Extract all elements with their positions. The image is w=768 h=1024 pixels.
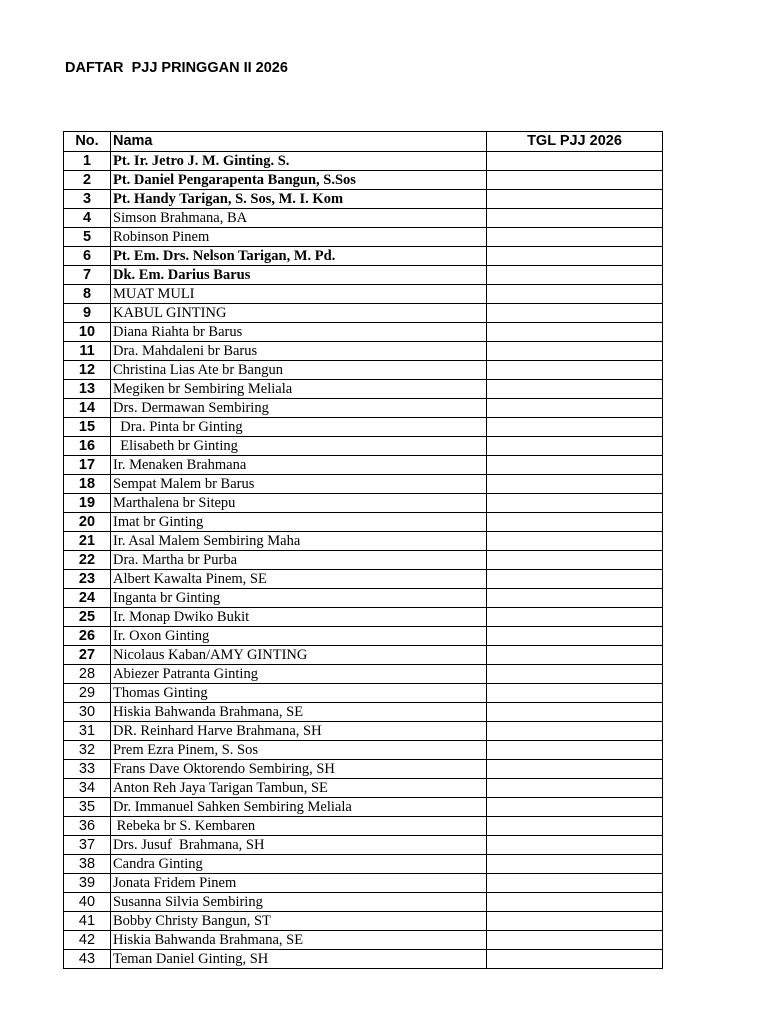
table-row	[64, 399, 663, 418]
table-row	[64, 152, 663, 171]
member-name: Christina Lias Ate br Bangun	[111, 361, 487, 380]
member-name: Albert Kawalta Pinem, SE	[111, 570, 487, 589]
row-number: 22	[64, 551, 111, 570]
tgl-pjj-cell	[487, 361, 663, 380]
member-name: Hiskia Bahwanda Brahmana, SE	[111, 931, 487, 950]
table-row	[64, 912, 663, 931]
tgl-pjj-cell	[487, 722, 663, 741]
member-name: Megiken br Sembiring Meliala	[111, 380, 487, 399]
table-row	[64, 342, 663, 361]
table-body	[64, 152, 663, 969]
member-name: Robinson Pinem	[111, 228, 487, 247]
tgl-pjj-cell	[487, 779, 663, 798]
tgl-pjj-cell	[487, 570, 663, 589]
row-number: 41	[64, 912, 111, 931]
tgl-pjj-cell	[487, 342, 663, 361]
tgl-pjj-cell	[487, 494, 663, 513]
tgl-pjj-cell	[487, 627, 663, 646]
column-header-no: No.	[64, 132, 111, 152]
tgl-pjj-cell	[487, 608, 663, 627]
row-number: 30	[64, 703, 111, 722]
table-row	[64, 228, 663, 247]
table-row	[64, 836, 663, 855]
row-number: 7	[64, 266, 111, 285]
member-name: Dra. Mahdaleni br Barus	[111, 342, 487, 361]
member-name: Frans Dave Oktorendo Sembiring, SH	[111, 760, 487, 779]
tgl-pjj-cell	[487, 209, 663, 228]
member-name: MUAT MULI	[111, 285, 487, 304]
column-header-name: Nama	[111, 132, 487, 152]
row-number: 26	[64, 627, 111, 646]
row-number: 13	[64, 380, 111, 399]
member-name: Dra. Martha br Purba	[111, 551, 487, 570]
table-row	[64, 665, 663, 684]
table-row	[64, 209, 663, 228]
tgl-pjj-cell	[487, 285, 663, 304]
row-number: 25	[64, 608, 111, 627]
table-row	[64, 513, 663, 532]
table-row	[64, 608, 663, 627]
member-name: Drs. Dermawan Sembiring	[111, 399, 487, 418]
tgl-pjj-cell	[487, 437, 663, 456]
tgl-pjj-cell	[487, 798, 663, 817]
row-number: 20	[64, 513, 111, 532]
tgl-pjj-cell	[487, 703, 663, 722]
tgl-pjj-cell	[487, 646, 663, 665]
row-number: 36	[64, 817, 111, 836]
row-number: 23	[64, 570, 111, 589]
table-row	[64, 551, 663, 570]
table-row	[64, 361, 663, 380]
table-row	[64, 760, 663, 779]
tgl-pjj-cell	[487, 532, 663, 551]
tgl-pjj-cell	[487, 399, 663, 418]
row-number: 9	[64, 304, 111, 323]
member-name: Rebeka br S. Kembaren	[111, 817, 487, 836]
table-row	[64, 741, 663, 760]
row-number: 11	[64, 342, 111, 361]
member-name: Thomas Ginting	[111, 684, 487, 703]
row-number: 31	[64, 722, 111, 741]
column-header-tgl: TGL PJJ 2026	[487, 132, 663, 152]
table-header-row	[64, 132, 663, 152]
member-name: Ir. Monap Dwiko Bukit	[111, 608, 487, 627]
tgl-pjj-cell	[487, 551, 663, 570]
member-table	[63, 131, 663, 969]
member-name: KABUL GINTING	[111, 304, 487, 323]
member-name: Dk. Em. Darius Barus	[111, 266, 487, 285]
row-number: 16	[64, 437, 111, 456]
tgl-pjj-cell	[487, 950, 663, 969]
table-row	[64, 190, 663, 209]
tgl-pjj-cell	[487, 589, 663, 608]
table-row	[64, 855, 663, 874]
table-row	[64, 722, 663, 741]
row-number: 8	[64, 285, 111, 304]
member-name: Prem Ezra Pinem, S. Sos	[111, 741, 487, 760]
table-row	[64, 285, 663, 304]
member-name: Marthalena br Sitepu	[111, 494, 487, 513]
tgl-pjj-cell	[487, 266, 663, 285]
table-row	[64, 323, 663, 342]
table-row	[64, 380, 663, 399]
table-row	[64, 950, 663, 969]
tgl-pjj-cell	[487, 836, 663, 855]
tgl-pjj-cell	[487, 817, 663, 836]
row-number: 21	[64, 532, 111, 551]
tgl-pjj-cell	[487, 228, 663, 247]
table-row	[64, 798, 663, 817]
tgl-pjj-cell	[487, 247, 663, 266]
member-name: Diana Riahta br Barus	[111, 323, 487, 342]
member-name: Elisabeth br Ginting	[111, 437, 487, 456]
tgl-pjj-cell	[487, 171, 663, 190]
row-number: 34	[64, 779, 111, 798]
member-name: Pt. Em. Drs. Nelson Tarigan, M. Pd.	[111, 247, 487, 266]
row-number: 38	[64, 855, 111, 874]
tgl-pjj-cell	[487, 741, 663, 760]
member-name: Jonata Fridem Pinem	[111, 874, 487, 893]
row-number: 5	[64, 228, 111, 247]
tgl-pjj-cell	[487, 874, 663, 893]
table-row	[64, 893, 663, 912]
table-row	[64, 418, 663, 437]
member-name: Abiezer Patranta Ginting	[111, 665, 487, 684]
table-row	[64, 589, 663, 608]
tgl-pjj-cell	[487, 893, 663, 912]
row-number: 33	[64, 760, 111, 779]
row-number: 10	[64, 323, 111, 342]
row-number: 3	[64, 190, 111, 209]
tgl-pjj-cell	[487, 380, 663, 399]
table-row	[64, 494, 663, 513]
row-number: 35	[64, 798, 111, 817]
row-number: 32	[64, 741, 111, 760]
table-row	[64, 627, 663, 646]
member-name: Hiskia Bahwanda Brahmana, SE	[111, 703, 487, 722]
table-row	[64, 779, 663, 798]
row-number: 17	[64, 456, 111, 475]
tgl-pjj-cell	[487, 912, 663, 931]
member-name: Ir. Oxon Ginting	[111, 627, 487, 646]
table-row	[64, 437, 663, 456]
tgl-pjj-cell	[487, 152, 663, 171]
tgl-pjj-cell	[487, 513, 663, 532]
tgl-pjj-cell	[487, 190, 663, 209]
table-row	[64, 266, 663, 285]
member-name: Anton Reh Jaya Tarigan Tambun, SE	[111, 779, 487, 798]
member-name: Dr. Immanuel Sahken Sembiring Meliala	[111, 798, 487, 817]
member-name: Pt. Handy Tarigan, S. Sos, M. I. Kom	[111, 190, 487, 209]
table-row	[64, 684, 663, 703]
row-number: 27	[64, 646, 111, 665]
table-row	[64, 532, 663, 551]
member-name: Nicolaus Kaban/AMY GINTING	[111, 646, 487, 665]
tgl-pjj-cell	[487, 475, 663, 494]
row-number: 28	[64, 665, 111, 684]
member-name: Teman Daniel Ginting, SH	[111, 950, 487, 969]
member-name: Susanna Silvia Sembiring	[111, 893, 487, 912]
row-number: 40	[64, 893, 111, 912]
table-row	[64, 570, 663, 589]
member-name: Dra. Pinta br Ginting	[111, 418, 487, 437]
row-number: 14	[64, 399, 111, 418]
row-number: 43	[64, 950, 111, 969]
member-name: Ir. Asal Malem Sembiring Maha	[111, 532, 487, 551]
table-row	[64, 456, 663, 475]
member-name: Ir. Menaken Brahmana	[111, 456, 487, 475]
row-number: 19	[64, 494, 111, 513]
table-row	[64, 817, 663, 836]
member-name: Drs. Jusuf Brahmana, SH	[111, 836, 487, 855]
table-row	[64, 304, 663, 323]
row-number: 39	[64, 874, 111, 893]
row-number: 24	[64, 589, 111, 608]
table-row	[64, 874, 663, 893]
tgl-pjj-cell	[487, 760, 663, 779]
member-name: Sempat Malem br Barus	[111, 475, 487, 494]
member-name: Simson Brahmana, BA	[111, 209, 487, 228]
row-number: 2	[64, 171, 111, 190]
table-row	[64, 703, 663, 722]
table-row	[64, 931, 663, 950]
row-number: 1	[64, 152, 111, 171]
member-name: Pt. Daniel Pengarapenta Bangun, S.Sos	[111, 171, 487, 190]
member-name: Pt. Ir. Jetro J. M. Ginting. S.	[111, 152, 487, 171]
tgl-pjj-cell	[487, 304, 663, 323]
row-number: 6	[64, 247, 111, 266]
row-number: 42	[64, 931, 111, 950]
member-name: Bobby Christy Bangun, ST	[111, 912, 487, 931]
row-number: 29	[64, 684, 111, 703]
tgl-pjj-cell	[487, 684, 663, 703]
tgl-pjj-cell	[487, 456, 663, 475]
tgl-pjj-cell	[487, 665, 663, 684]
member-name: DR. Reinhard Harve Brahmana, SH	[111, 722, 487, 741]
tgl-pjj-cell	[487, 418, 663, 437]
document-title: DAFTAR PJJ PRINGGAN II 2026	[65, 60, 288, 76]
member-name: Candra Ginting	[111, 855, 487, 874]
row-number: 37	[64, 836, 111, 855]
table-row	[64, 475, 663, 494]
row-number: 18	[64, 475, 111, 494]
table-row	[64, 247, 663, 266]
row-number: 4	[64, 209, 111, 228]
tgl-pjj-cell	[487, 855, 663, 874]
tgl-pjj-cell	[487, 323, 663, 342]
member-name: Imat br Ginting	[111, 513, 487, 532]
tgl-pjj-cell	[487, 931, 663, 950]
table-row	[64, 171, 663, 190]
table-row	[64, 646, 663, 665]
member-name: Inganta br Ginting	[111, 589, 487, 608]
row-number: 15	[64, 418, 111, 437]
row-number: 12	[64, 361, 111, 380]
